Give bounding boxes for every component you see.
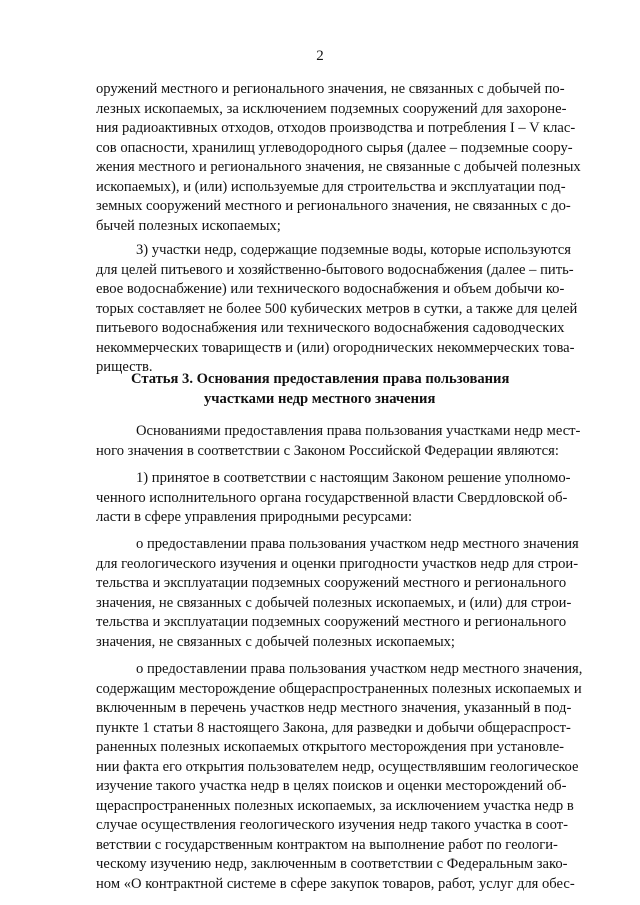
- text-line: Основаниями предоставления права пользования участками недр мест-: [136, 423, 581, 439]
- text-line: оружений местного и регионального значения, не связанных с добычей по-: [96, 81, 565, 97]
- text-line: для геологического изучения и оценки пригодности участков недр для строи-: [96, 555, 579, 572]
- text-line: значения, не связанных с добычей полезных ископаемых;: [96, 633, 455, 650]
- text-line: изучение такого участка недр в целях поисков и оценки месторождений об-: [96, 778, 567, 794]
- text-line: ного значения в соответствии с Законом Российской Федерации являются:: [96, 442, 559, 459]
- text-line: лезных ископаемых, за исключением подземных сооружений для захороне-: [96, 100, 567, 117]
- text-line: щераспространенных полезных ископаемых, за исключением участка недр в: [96, 797, 574, 814]
- text-line: о предоставлении права пользования участком недр местного значения: [136, 536, 579, 552]
- text-line: включенным в перечень участков недр местного значения, указанный в под-: [96, 700, 572, 716]
- text-line: ченного исполнительного органа государственной власти Свердловской об-: [96, 489, 568, 506]
- text-line: для целей питьевого и хозяйственно-бытового водоснабжения (далее – пить-: [96, 261, 574, 278]
- text-line: 3) участки недр, содержащие подземные воды, которые используются: [136, 242, 571, 258]
- text-line: питьевого водоснабжения или технического водоснабжения садоводческих: [96, 320, 565, 336]
- text-line: содержащим месторождение общераспространенных полезных ископаемых и: [96, 680, 582, 697]
- paragraph-grounds-intro: [96, 422, 581, 461]
- text-line: риществ.: [96, 359, 153, 375]
- paragraph-item-3: [96, 241, 578, 378]
- paragraph-continuation: [96, 80, 581, 236]
- text-line: сов опасности, хранилищ углеводородного сырья (далее – подземные соору-: [96, 139, 573, 156]
- text-line: жения местного и регионального значения, не связанные с добычей полезных: [96, 159, 581, 175]
- text-line: ласти в сфере управления природными ресурсами:: [96, 509, 413, 525]
- text-line: земных сооружений местного и регионального значения, не связанных с до-: [96, 198, 571, 214]
- paragraph-geological-study: [96, 535, 579, 652]
- paragraph-exploration-extraction: [96, 660, 583, 894]
- heading-line: Статья 3. Основания предоставления права пользования: [131, 371, 510, 387]
- text-line: ния радиоактивных отходов, отходов производства и потребления I – V клас-: [96, 120, 576, 136]
- text-line: ископаемых), и (или) используемые для строительства и эксплуатации под-: [96, 178, 566, 195]
- page-number: 2: [316, 48, 324, 64]
- article-heading: [96, 370, 538, 409]
- text-line: торых составляет не более 500 кубических метров в сутки, а также для целей: [96, 300, 578, 317]
- text-line: раненных полезных ископаемых открытого месторождения при установле-: [96, 739, 565, 755]
- text-line: тельства и эксплуатации подземных сооружений местного и регионального: [96, 575, 567, 591]
- text-line: значения, не связанных с добычей полезных ископаемых, и (или) для строи-: [96, 594, 572, 611]
- text-line: случае осуществления геологического изучения недр такого участка в соот-: [96, 817, 568, 833]
- text-line: нии факта его открытия пользователем недр, осуществлявшим геологическое: [96, 758, 579, 775]
- text-line: пункте 1 статьи 8 настоящего Закона, для разведки и добычи общераспрост-: [96, 719, 571, 736]
- text-line: тельства и эксплуатации подземных сооружений местного и регионального: [96, 614, 567, 630]
- text-line: ном «О контрактной системе в сфере закупок товаров, работ, услуг для обес-: [96, 875, 575, 892]
- text-line: ветствии с государственным контрактом на выполнение работ по геологи-: [96, 836, 558, 853]
- text-line: 1) принятое в соответствии с настоящим Законом решение уполномо-: [136, 470, 571, 486]
- text-line: о предоставлении права пользования участком недр местного значения,: [136, 661, 583, 677]
- text-line: некоммерческих товариществ и (или) огороднических некоммерческих това-: [96, 339, 575, 356]
- text-line: бычей полезных ископаемых;: [96, 217, 281, 234]
- text-line: евое водоснабжение) или технического водоснабжения и объем добычи ко-: [96, 281, 565, 297]
- paragraph-item-1: [96, 469, 571, 528]
- heading-line: участками недр местного значения: [204, 390, 436, 407]
- text-line: ческому изучению недр, заключенным в соответствии с Федеральным зако-: [96, 856, 568, 872]
